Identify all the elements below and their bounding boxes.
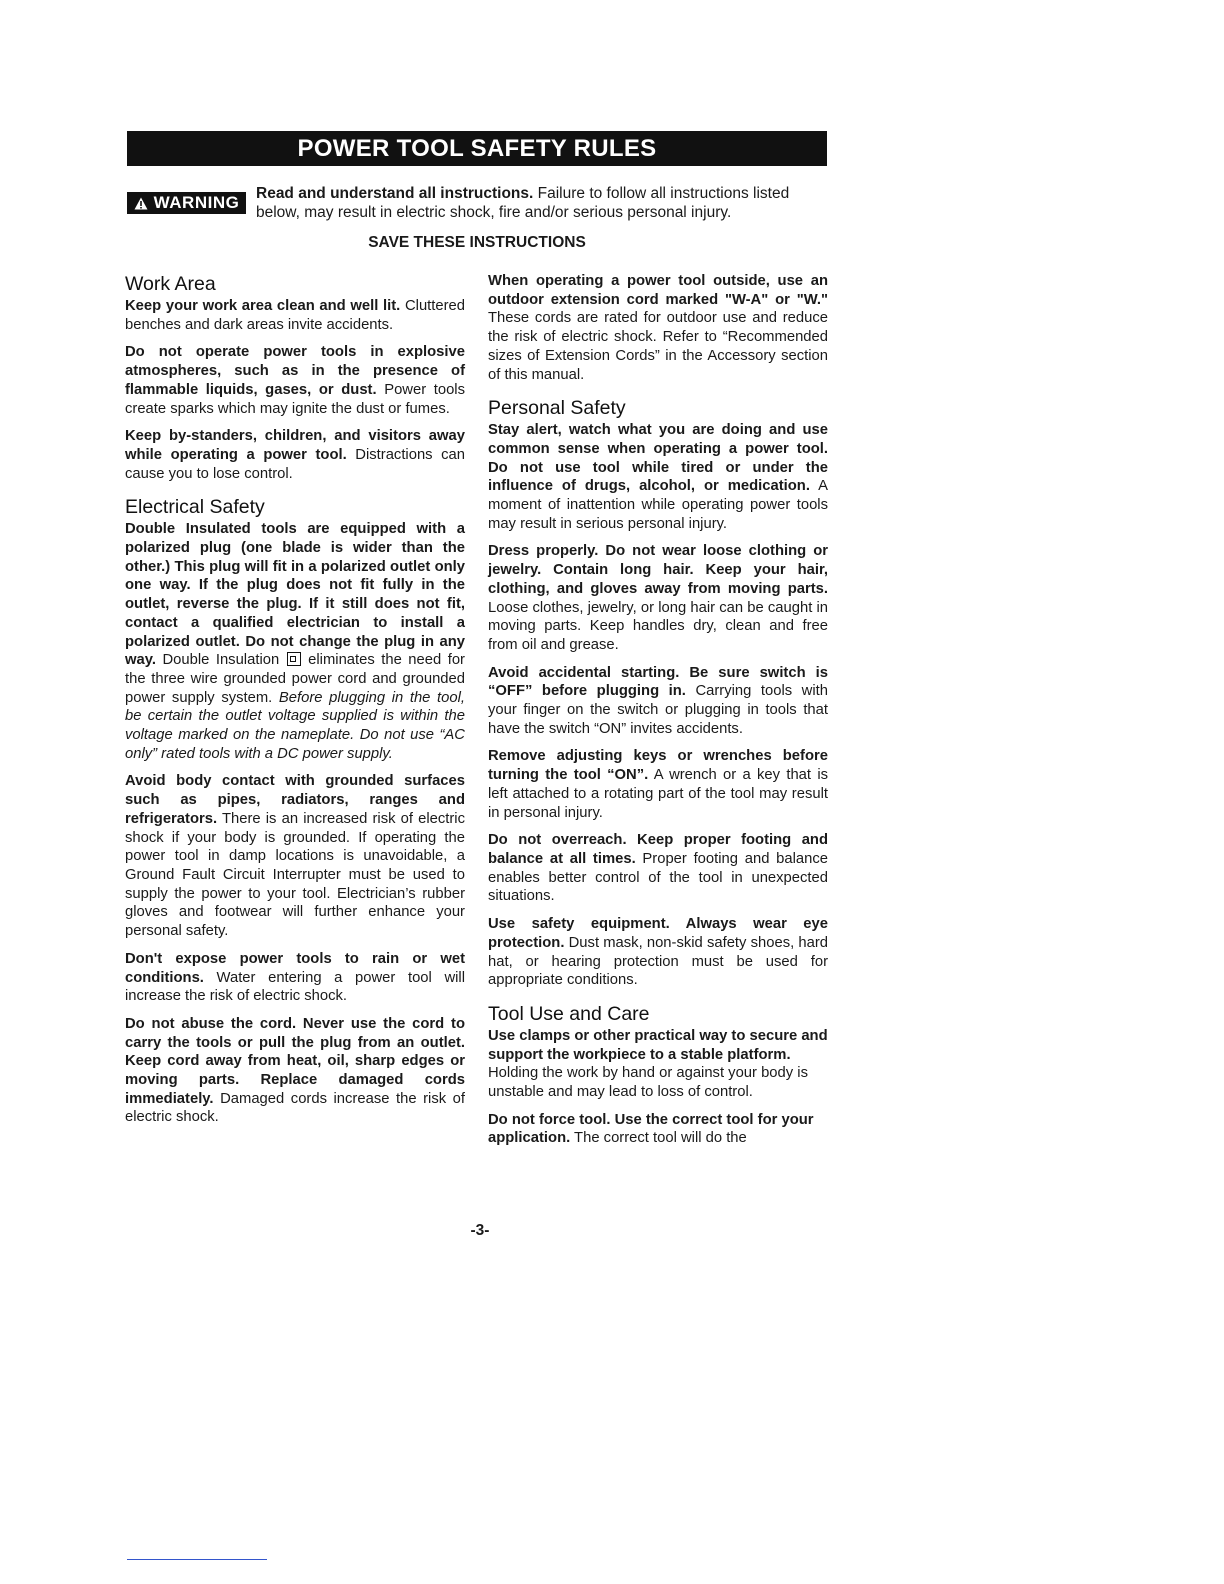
rule-text: Cluttered benches and dark areas invite accidents.: [125, 298, 466, 333]
section-heading-tool-use-care: Tool Use and Care: [488, 1002, 650, 1025]
rule-bold: Don't expose power tools to rain or wet conditions.: [125, 950, 465, 986]
rule-text: eliminates the need for the three wire grounded power cord and grounded power supply system.: [125, 652, 465, 706]
paragraph: [488, 421, 828, 533]
paragraph: [488, 747, 828, 822]
paragraph: [125, 427, 465, 483]
rule-bold: Keep by-standers, children, and visitors away while operating a power tool.: [125, 428, 465, 463]
paragraph: [125, 520, 465, 763]
rule-text: Power tools create sparks which may ignite the dust or fumes.: [125, 381, 465, 417]
section-heading-electrical-safety: Electrical Safety: [125, 496, 265, 519]
paragraph: [125, 297, 465, 334]
rule-bold: Do not force tool. Use the correct tool for your application.: [488, 1111, 814, 1147]
rule-bold: Stay alert, watch what you are doing and use common sense when operating a power tool. Do not use tool while tired or under the influence of drugs, alcohol, or medication.: [488, 422, 828, 495]
warning-block: [127, 184, 827, 224]
paragraph: [125, 772, 465, 940]
section-heading-work-area: Work Area: [125, 273, 216, 295]
warning-badge: [127, 192, 246, 214]
rule-bold: Use safety equipment. Always wear eye protection.: [488, 916, 828, 951]
save-instructions: SAVE THESE INSTRUCTIONS: [368, 234, 586, 251]
left-column: [125, 272, 465, 1136]
rule-text: The correct tool will do the: [570, 1130, 747, 1147]
rule-bold: Do not overreach. Keep proper footing and balance at all times.: [488, 832, 828, 867]
rule-text: Holding the work by hand or against your body is unstable and may lead to loss of control.: [488, 1065, 808, 1101]
warning-bold: Read and understand all instructions.: [256, 185, 534, 202]
rule-text: A wrench or a key that is left attached to a rotating part of the tool may result in personal injury.: [488, 767, 829, 821]
rule-text: Proper footing and balance enables better control of the tool in unexpected situations.: [488, 850, 828, 905]
warning-badge-label: WARNING: [153, 193, 240, 212]
page-title-bar: [127, 131, 827, 166]
footer-rule: [127, 1559, 267, 1560]
paragraph: [488, 664, 828, 739]
paragraph: [488, 915, 828, 990]
rule-text: Damaged cords increase the risk of electric shock.: [125, 1090, 465, 1126]
right-column: [488, 272, 828, 1157]
warning-triangle-icon: [134, 197, 148, 210]
rule-text: Carrying tools with your finger on the switch or plugging in tools that have the switch “ON” invites accidents.: [488, 683, 828, 737]
paragraph: [125, 1015, 465, 1127]
section-heading-personal-safety: Personal Safety: [488, 397, 626, 420]
paragraph: [488, 1027, 828, 1102]
rule-bold: Do not abuse the cord. Never use the cord to carry the tools or pull the plug from an outlet. Keep cord away from heat, oil, sharp edges or moving parts. Replace damaged cords immediately.: [125, 1015, 465, 1107]
rule-text: A moment of inattention while operating power tools may result in serious personal injury.: [488, 478, 828, 532]
warning-body: Failure to follow all instructions listed below, may result in electric shock, fire and/or serious personal injury.: [256, 185, 790, 221]
paragraph: [125, 950, 465, 1006]
rule-bold: Dress properly. Do not wear loose clothing or jewelry. Contain long hair. Keep your hair, clothing, and gloves away from moving parts.: [488, 543, 828, 597]
rule-bold: Avoid accidental starting. Be sure switch is “OFF” before plugging in.: [488, 664, 828, 700]
rule-bold: Avoid body contact with grounded surfaces such as pipes, radiators, ranges and refrigerators.: [125, 773, 465, 827]
rule-text: Water entering a power tool will increase the risk of electric shock.: [125, 969, 465, 1005]
rule-bold: Do not operate power tools in explosive atmospheres, such as in the presence of flammable liquids, gases, or dust.: [125, 344, 465, 398]
page-number: -3-: [470, 1222, 490, 1239]
rule-bold: Double Insulated tools are equipped with a polarized plug (one blade is wider than the other.) This plug will fit in a polarized outlet only one way. If the plug does not fit fully in the outlet, reverse the plug. If it still does not fit, contact a qualified electrician to install a polarized outlet. Do not change the plug in any way.: [125, 521, 465, 669]
rule-bold: Remove adjusting keys or wrenches before turning the tool “ON”.: [488, 748, 828, 784]
double-insulation-icon: [287, 652, 301, 666]
warning-text: [256, 184, 831, 222]
rule-bold: Keep your work area clean and well lit.: [125, 298, 401, 314]
paragraph: [488, 542, 828, 654]
rule-text: Dust mask, non-skid safety shoes, hard hat, or hearing protection must be used for appropriate conditions.: [488, 934, 828, 989]
rule-text: There is an increased risk of electric shock if your body is grounded. If operating the power tool in damp locations is unavoidable, a Ground Fault Circuit Interrupter must be used to supply the power to your tool. Electrician’s rubber gloves and footwear will further enhance your personal safety.: [125, 810, 465, 940]
rule-italic: Before plugging in the tool, be certain the outlet voltage supplied is within the voltage marked on the nameplate. Do not use “AC only” rated tools with a DC power supply.: [125, 689, 465, 762]
page-title: POWER TOOL SAFETY RULES: [297, 134, 657, 162]
rule-bold: Use clamps or other practical way to secure and support the workpiece to a stable platform.: [488, 1027, 828, 1063]
rule-bold: When operating a power tool outside, use an outdoor extension cord marked "W-A" or "W.": [488, 273, 828, 308]
paragraph: [488, 1111, 828, 1148]
paragraph: [488, 831, 828, 906]
rule-text: Distractions can cause you to lose control.: [125, 446, 466, 482]
rule-text: These cords are rated for outdoor use and reduce the risk of electric shock. Refer to “Recommended sizes of Extension Cords” in the Accessory section of this manual.: [488, 310, 828, 383]
rule-text: Double Insulation: [155, 652, 286, 669]
paragraph: [488, 272, 828, 384]
paragraph: [125, 343, 465, 418]
rule-text: Loose clothes, jewelry, or long hair can be caught in moving parts. Keep handles dry, clean and free from oil and grease.: [488, 599, 828, 653]
